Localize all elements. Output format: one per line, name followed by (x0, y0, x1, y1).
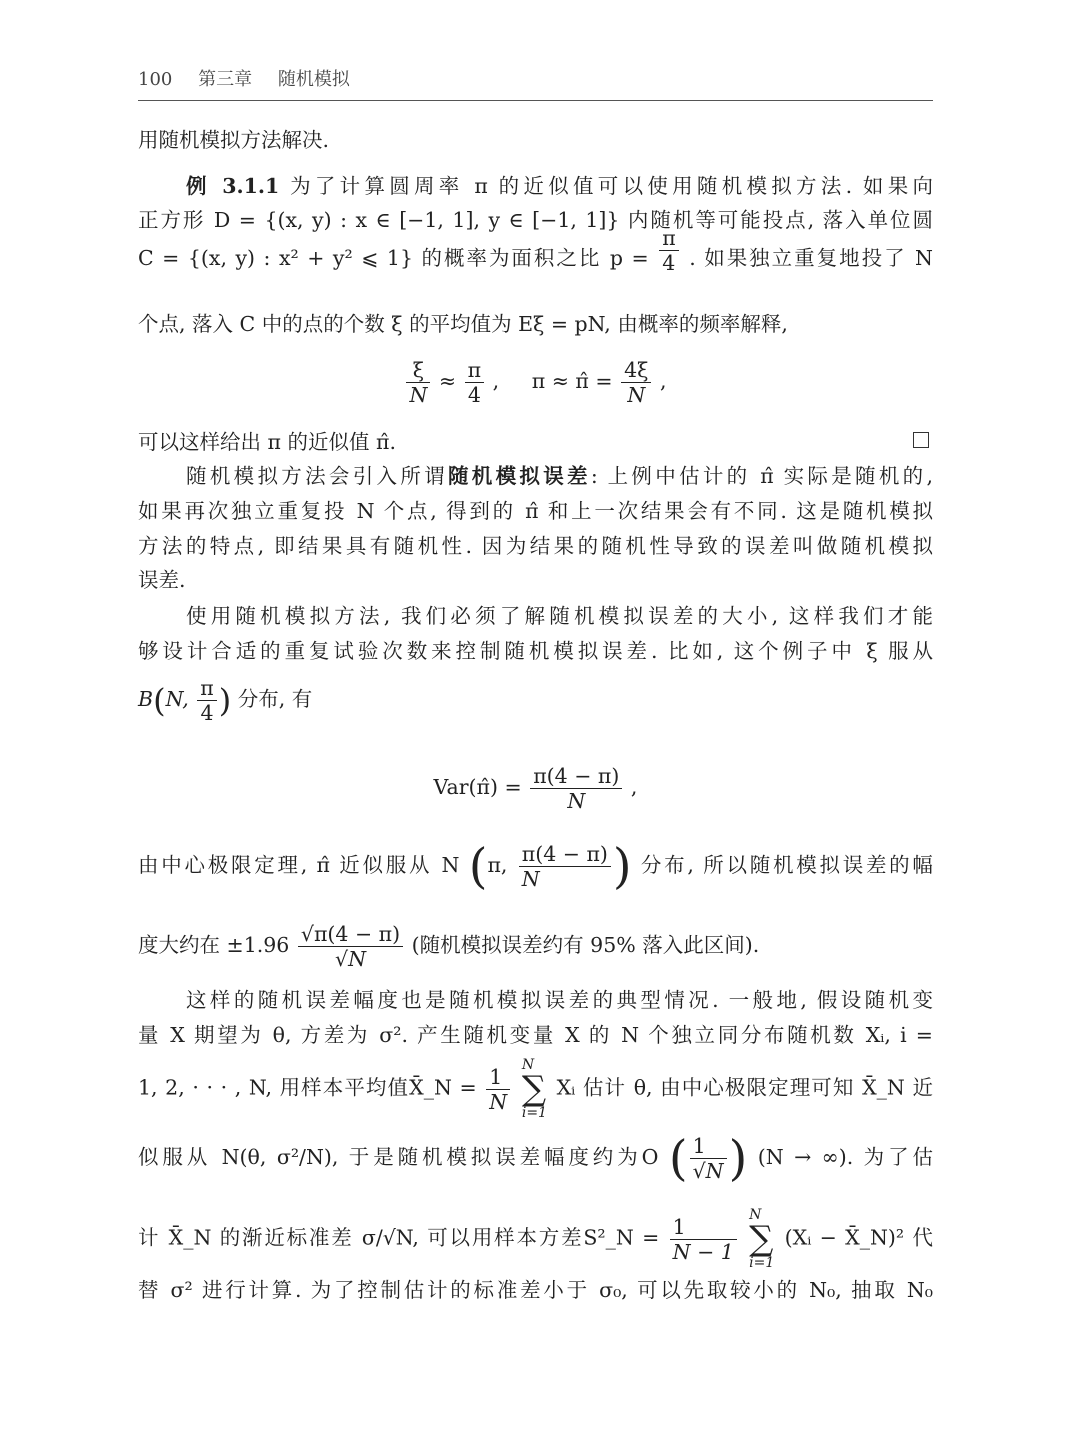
text-line: 度大约在 ±1.96 $\frac{√\pi(4 - \pi)}{√N}$ (随机模拟误差约有 95% 落入此区间). (138, 922, 760, 971)
text-line (138, 226, 933, 275)
qed-square-icon (913, 432, 929, 448)
page-number: 100 (138, 69, 173, 90)
text-line: 可以这样给出 π 的近似值 π̂. (138, 430, 397, 454)
example-line (186, 172, 933, 200)
term-random-simulation-error: 随机模拟误差 (447, 464, 591, 488)
text-line: 似服从 N(θ, σ²/N), 于是随机模拟误差幅度约为O ( $\frac{1}{√N}$ ) (N → ∞). 为了估 (138, 1130, 933, 1187)
text-line: 个点, 落入 C 中的点的个数 ξ 的平均值为 Eξ = pN, 由概率的频率解释, (138, 312, 788, 336)
text-line: 由中心极限定理, π̂ 近似服从 N (π, $\frac{\pi(4 - \pi)}{N}$ ) 分布, 所以随机模拟误差的幅 (138, 838, 933, 895)
text-line: B(N, $\frac{\pi}{4}$ ) 分布, 有 (138, 676, 313, 725)
text-line: 这样的随机误差幅度也是随机模拟误差的典型情况. 一般地, 假设随机变 (186, 988, 933, 1012)
text-span: 为了计算圆周率 π 的近似值可以使用随机模拟方法. 如果向 (290, 174, 933, 198)
text-line: 随机模拟方法会引入所谓随机模拟误差: 上例中估计的 π̂ 实际是随机的, (186, 464, 933, 488)
summation: N ∑ i=1 (521, 1057, 547, 1121)
text-line: 使用随机模拟方法, 我们必须了解随机模拟误差的大小, 这样我们才能 (186, 604, 933, 628)
text-line: 替 σ² 进行计算. 为了控制估计的标准差小于 σ₀, 可以先取较小的 N₀, 抽取 N₀ (138, 1278, 933, 1302)
section-title: 随机模拟 (277, 69, 350, 90)
text-line: 够设计合适的重复试验次数来控制随机模拟误差. 比如, 这个例子中 ξ 服从 (138, 639, 933, 663)
equation-variance: Var(π̂) = $\frac{\pi(4 - \pi)}{N}$ , (433, 764, 638, 813)
text-line: 计 X̄_N 的渐近标准差 σ/√N, 可以用样本方差S²_N = $\frac{1}{N - 1}$ N ∑ i=1 (Xᵢ − X̄_N)² 代 (138, 1207, 933, 1271)
text-span: . 如果独立重复地投了 N (689, 246, 933, 270)
text-span: C = {(x, y) : x² + y² ⩽ 1} 的概率为面积之比 p = (138, 246, 649, 270)
text-line: 方法的特点, 即结果具有随机性. 因为结果的随机性导致的误差叫做随机模拟 (138, 534, 933, 558)
text-line: 用随机模拟方法解决. (138, 128, 330, 152)
chapter-label: 第三章 (198, 69, 253, 90)
text-line: 正方形 D = {(x, y) : x ∈ [−1, 1], y ∈ [−1, 1]} 内随机等可能投点, 落入单位圆 (138, 208, 933, 232)
text-line: 量 X 期望为 θ, 方差为 σ². 产生随机变量 X 的 N 个独立同分布随机数 Xᵢ, i = (138, 1023, 933, 1047)
text-line: 误差. (138, 568, 186, 592)
fraction-pi-over-4: $\frac{\pi}{4}$ (659, 226, 678, 275)
text-line: 如果再次独立重复投 N 个点, 得到的 π̂ 和上一次结果会有不同. 这是随机模拟 (138, 499, 933, 523)
running-header (138, 66, 933, 101)
equation-pi-estimate: $\frac{\xi}{N}$ ≈ $\frac{\pi}{4}$ , π ≈ π̂ = $\frac{4\xi}{N}$ , (138, 358, 933, 418)
summation: N ∑ i=1 (749, 1207, 775, 1271)
example-label: 例 3.1.1 (186, 174, 280, 198)
text-line: 1, 2, · · · , N, 用样本平均值X̄_N = $\frac{1}{N}$ N ∑ i=1 Xᵢ 估计 θ, 由中心极限定理可知 X̄_N 近 (138, 1057, 933, 1121)
